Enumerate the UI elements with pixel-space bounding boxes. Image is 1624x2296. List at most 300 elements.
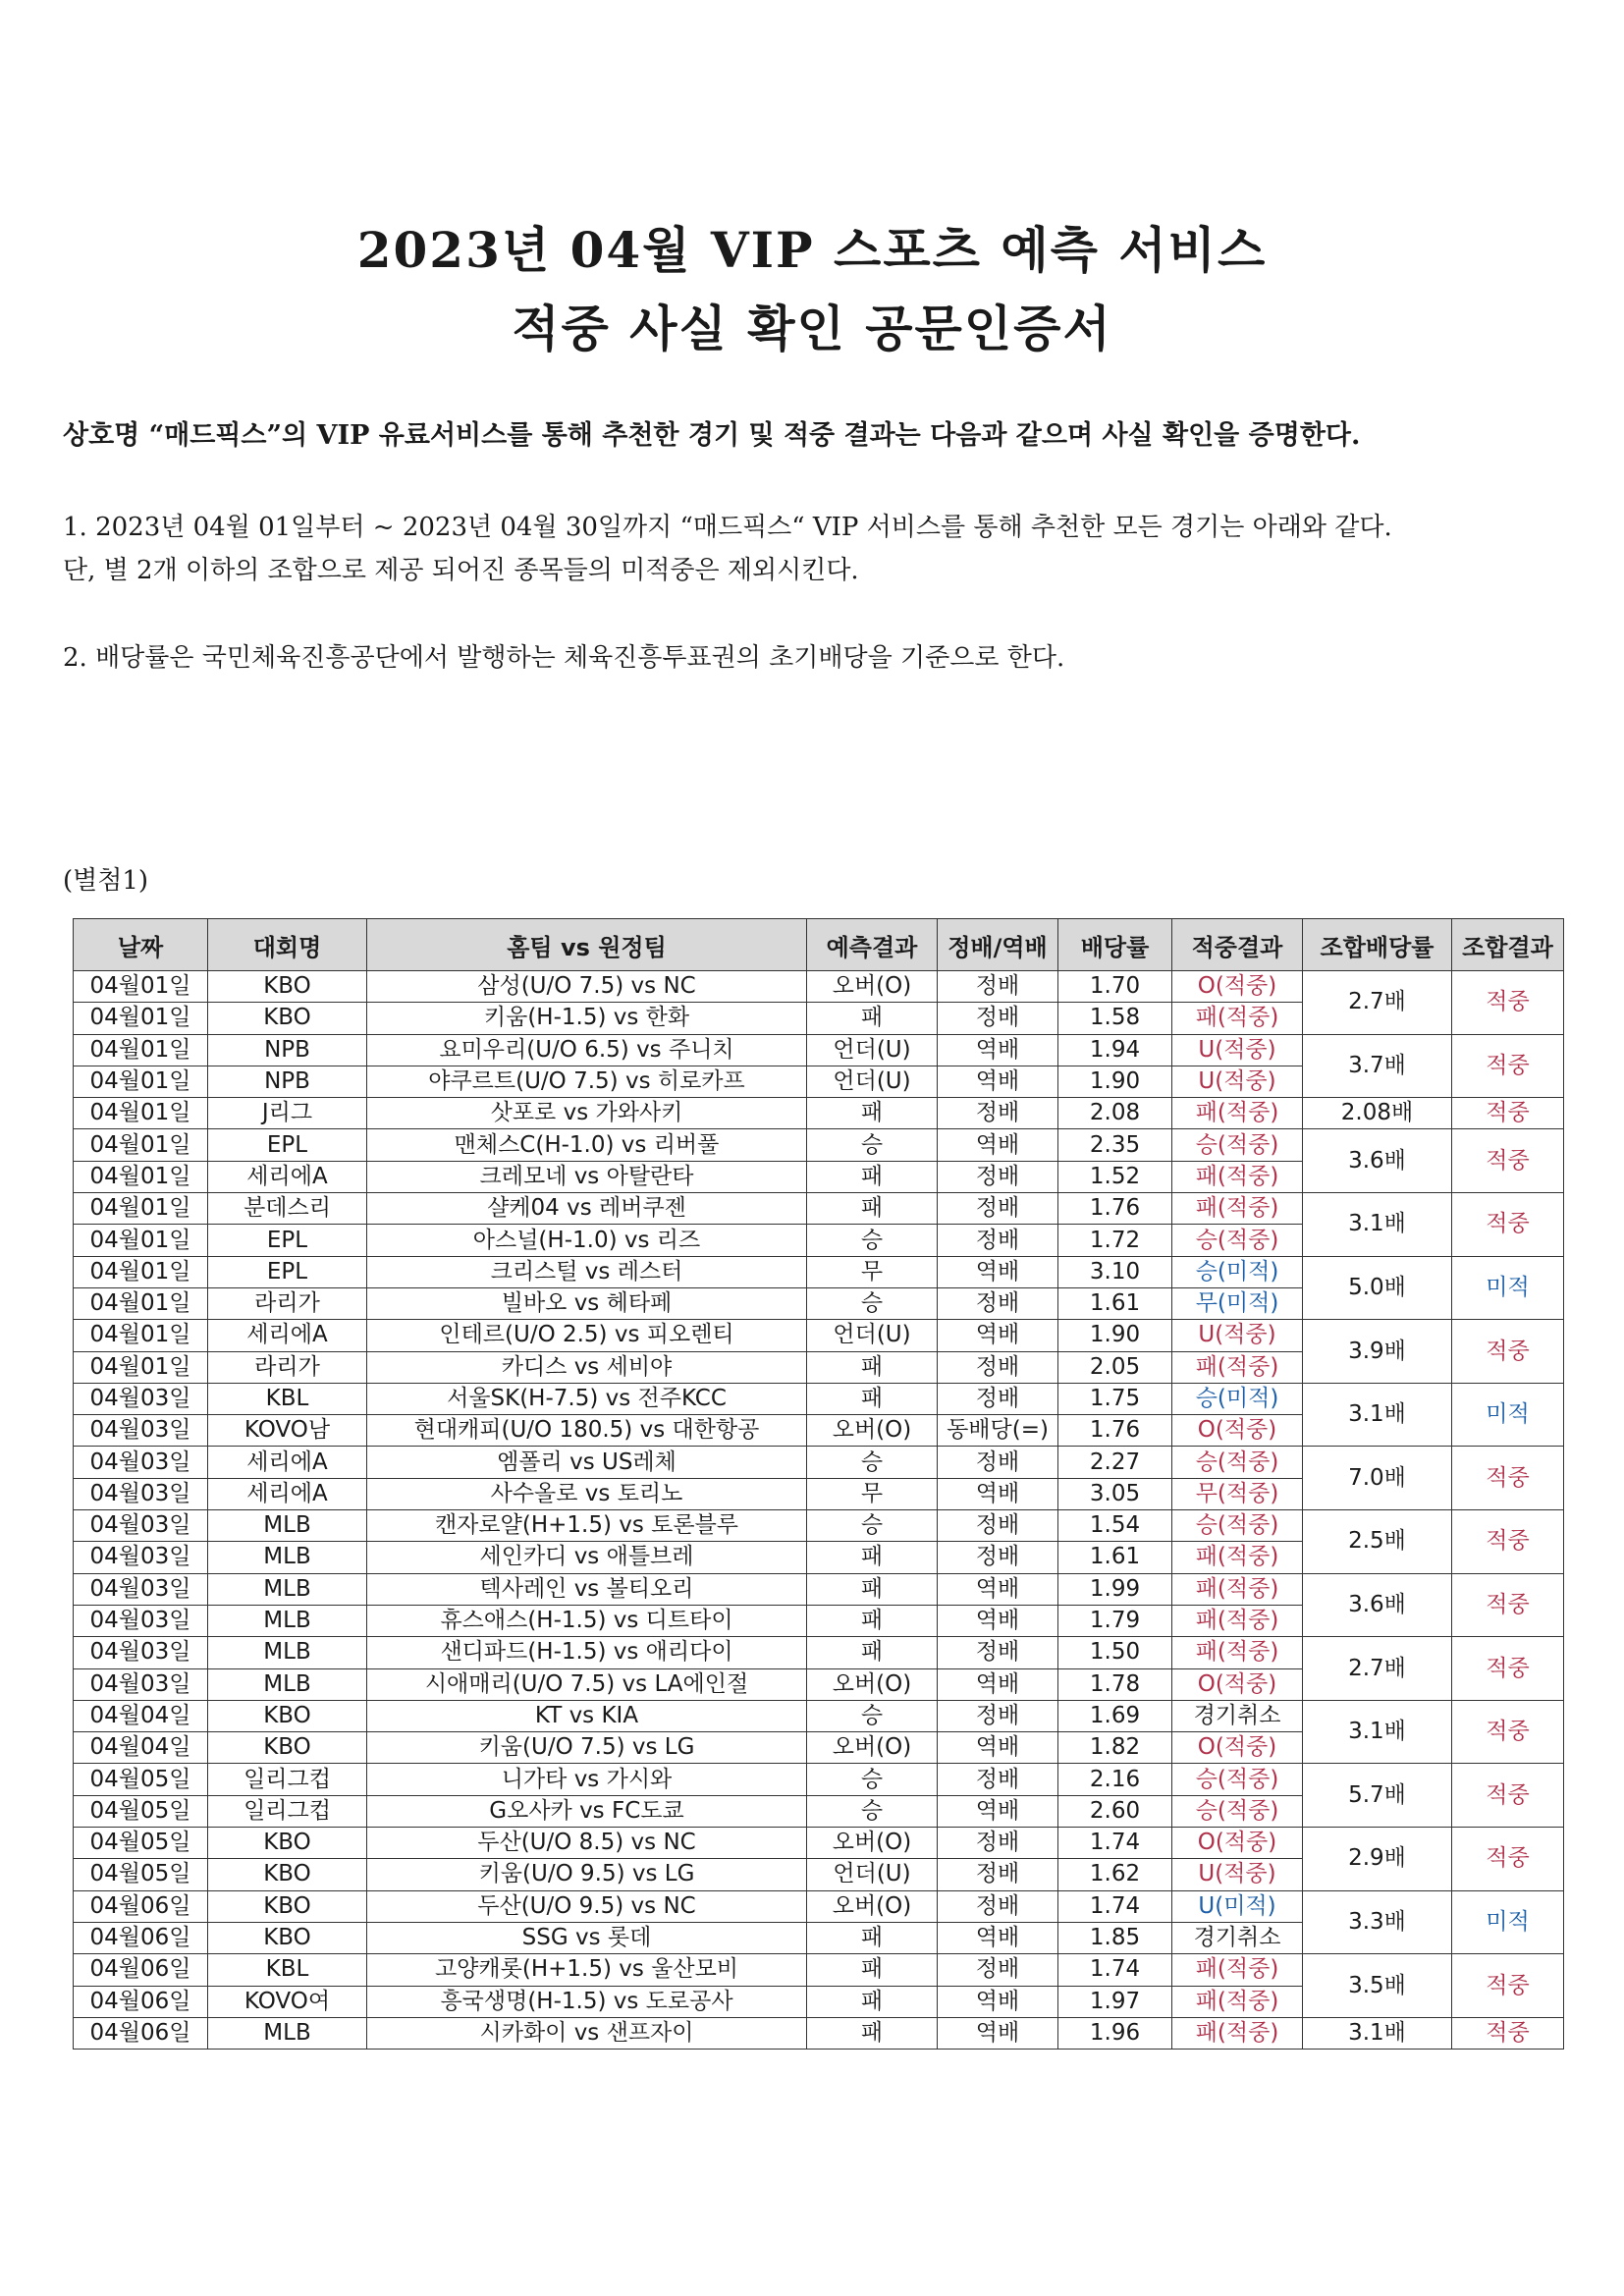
cell-match: 세인카디 vs 애틀브레: [367, 1542, 807, 1573]
cell-combo-odds: 3.3배: [1303, 1890, 1452, 1954]
table-row: [74, 1510, 1564, 1542]
cell-result: U(적중): [1172, 1320, 1303, 1351]
cell-prediction: 패: [807, 1542, 938, 1573]
cell-match: 니가타 vs 가시와: [367, 1764, 807, 1795]
cell-odds: 1.61: [1058, 1287, 1172, 1319]
cell-date: 04월01일: [74, 1066, 208, 1097]
document-subtitle: 적중 사실 확인 공문인증서: [512, 300, 1112, 357]
cell-league: KBO: [208, 1922, 367, 1953]
cell-prediction: 패: [807, 1922, 938, 1953]
cell-match: 시카화이 vs 샌프자이: [367, 2017, 807, 2049]
cell-result: 승(적중): [1172, 1447, 1303, 1478]
cell-odds: 1.90: [1058, 1066, 1172, 1097]
cell-favorite: 정배: [938, 1098, 1058, 1129]
cell-favorite: 역배: [938, 1034, 1058, 1066]
cell-odds: 2.08: [1058, 1098, 1172, 1129]
cell-combo-result: 적중: [1452, 1954, 1564, 2018]
cell-date: 04월04일: [74, 1732, 208, 1764]
cell-favorite: 정배: [938, 1700, 1058, 1731]
cell-match: 삿포로 vs 가와사키: [367, 1098, 807, 1129]
table-row: [74, 1890, 1564, 1922]
cell-prediction: 언더(U): [807, 1859, 938, 1890]
cell-favorite: 정배: [938, 1447, 1058, 1478]
cell-combo-odds: 5.0배: [1303, 1256, 1452, 1320]
cell-combo-odds: 3.1배: [1303, 1193, 1452, 1257]
table-row: [74, 1383, 1564, 1414]
cell-combo-result: 적중: [1452, 1573, 1564, 1637]
cell-league: MLB: [208, 1542, 367, 1573]
cell-result: 승(적중): [1172, 1225, 1303, 1256]
cell-match: 시애매리(U/O 7.5) vs LA에인절: [367, 1668, 807, 1700]
cell-favorite: 역배: [938, 1256, 1058, 1287]
cell-league: KBL: [208, 1383, 367, 1414]
header-prediction: 예측결과: [807, 919, 938, 971]
cell-prediction: 언더(U): [807, 1320, 938, 1351]
cell-odds: 2.35: [1058, 1129, 1172, 1161]
cell-match: 인테르(U/O 2.5) vs 피오렌티: [367, 1320, 807, 1351]
cell-prediction: 승: [807, 1510, 938, 1542]
cell-league: J리그: [208, 1098, 367, 1129]
cell-date: 04월03일: [74, 1447, 208, 1478]
cell-date: 04월01일: [74, 1003, 208, 1034]
cell-match: 샬케04 vs 레버쿠젠: [367, 1193, 807, 1225]
cell-result: 승(미적): [1172, 1383, 1303, 1414]
table-row: [74, 971, 1564, 1003]
cell-result: 무(적중): [1172, 1478, 1303, 1509]
cell-league: 일리그컵: [208, 1764, 367, 1795]
cell-odds: 2.60: [1058, 1795, 1172, 1827]
table-row: [74, 1256, 1564, 1287]
cell-prediction: 패: [807, 1193, 938, 1225]
cell-combo-odds: 2.5배: [1303, 1510, 1452, 1574]
cell-prediction: 무: [807, 1478, 938, 1509]
cell-favorite: 정배: [938, 971, 1058, 1003]
cell-league: 세리에A: [208, 1478, 367, 1509]
cell-league: MLB: [208, 1605, 367, 1636]
cell-favorite: 정배: [938, 1954, 1058, 1986]
cell-result: 무(미적): [1172, 1287, 1303, 1319]
header-favorite: 정배/역배: [938, 919, 1058, 971]
table-row: [74, 1320, 1564, 1351]
cell-favorite: 역배: [938, 1732, 1058, 1764]
cell-match: 아스널(H-1.0) vs 리즈: [367, 1225, 807, 1256]
cell-result: O(적중): [1172, 1415, 1303, 1447]
cell-combo-result: 적중: [1452, 971, 1564, 1035]
table-row: [74, 1828, 1564, 1859]
cell-prediction: 패: [807, 2017, 938, 2049]
cell-result: O(적중): [1172, 1732, 1303, 1764]
cell-combo-odds: 3.1배: [1303, 1700, 1452, 1764]
cell-date: 04월05일: [74, 1764, 208, 1795]
cell-date: 04월03일: [74, 1383, 208, 1414]
cell-date: 04월06일: [74, 1986, 208, 2017]
cell-league: 일리그컵: [208, 1795, 367, 1827]
cell-favorite: 역배: [938, 1478, 1058, 1509]
cell-combo-odds: 3.7배: [1303, 1034, 1452, 1098]
cell-date: 04월05일: [74, 1828, 208, 1859]
cell-prediction: 승: [807, 1129, 938, 1161]
cell-odds: 3.05: [1058, 1478, 1172, 1509]
cell-combo-odds: 3.5배: [1303, 1954, 1452, 2018]
cell-match: 엠폴리 vs US레체: [367, 1447, 807, 1478]
attachment-label: (별첨1): [63, 866, 149, 896]
table-header-row: [74, 919, 1564, 971]
cell-result: U(적중): [1172, 1859, 1303, 1890]
cell-date: 04월01일: [74, 971, 208, 1003]
cell-result: U(적중): [1172, 1034, 1303, 1066]
clause-2: 2. 배당률은 국민체육진흥공단에서 발행하는 체육진흥투표권의 초기배당을 기준으로 한다.: [63, 643, 1065, 673]
cell-league: 라리가: [208, 1351, 367, 1383]
cell-match: 흥국생명(H-1.5) vs 도로공사: [367, 1986, 807, 2017]
table-row: [74, 1764, 1564, 1795]
results-table: [73, 918, 1564, 2050]
header-combo-result: 조합결과: [1452, 919, 1564, 971]
cell-odds: 1.54: [1058, 1510, 1172, 1542]
cell-result: O(적중): [1172, 1828, 1303, 1859]
cell-match: KT vs KIA: [367, 1700, 807, 1731]
cell-odds: 1.58: [1058, 1003, 1172, 1034]
cell-date: 04월01일: [74, 1193, 208, 1225]
cell-league: 라리가: [208, 1287, 367, 1319]
cell-match: 캔자로얄(H+1.5) vs 토론블루: [367, 1510, 807, 1542]
cell-league: KBO: [208, 1859, 367, 1890]
cell-odds: 1.61: [1058, 1542, 1172, 1573]
cell-date: 04월03일: [74, 1510, 208, 1542]
table-row: [74, 1129, 1564, 1161]
cell-odds: 1.99: [1058, 1573, 1172, 1605]
cell-combo-odds: 3.1배: [1303, 2017, 1452, 2049]
header-combo-odds: 조합배당률: [1303, 919, 1452, 971]
cell-result: 패(적중): [1172, 1986, 1303, 2017]
cell-league: KBO: [208, 1890, 367, 1922]
cell-league: 분데스리: [208, 1193, 367, 1225]
cell-result: U(미적): [1172, 1890, 1303, 1922]
cell-date: 04월03일: [74, 1573, 208, 1605]
cell-prediction: 무: [807, 1256, 938, 1287]
cell-result: 승(적중): [1172, 1795, 1303, 1827]
cell-favorite: 역배: [938, 1573, 1058, 1605]
cell-favorite: 역배: [938, 1605, 1058, 1636]
cell-favorite: 정배: [938, 1351, 1058, 1383]
cell-match: 두산(U/O 8.5) vs NC: [367, 1828, 807, 1859]
cell-favorite: 정배: [938, 1542, 1058, 1573]
cell-odds: 2.27: [1058, 1447, 1172, 1478]
cell-match: 크레모네 vs 아탈란타: [367, 1161, 807, 1192]
cell-combo-result: 적중: [1452, 2017, 1564, 2049]
cell-result: 패(적중): [1172, 1003, 1303, 1034]
cell-league: MLB: [208, 1637, 367, 1668]
cell-match: SSG vs 롯데: [367, 1922, 807, 1953]
cell-odds: 1.76: [1058, 1415, 1172, 1447]
cell-date: 04월01일: [74, 1256, 208, 1287]
cell-date: 04월05일: [74, 1795, 208, 1827]
cell-prediction: 승: [807, 1764, 938, 1795]
cell-date: 04월03일: [74, 1542, 208, 1573]
cell-league: EPL: [208, 1256, 367, 1287]
cell-favorite: 역배: [938, 1986, 1058, 2017]
cell-league: KOVO남: [208, 1415, 367, 1447]
clause-1: [63, 506, 1565, 592]
cell-favorite: 역배: [938, 1320, 1058, 1351]
cell-odds: 2.05: [1058, 1351, 1172, 1383]
cell-prediction: 승: [807, 1287, 938, 1319]
cell-match: G오사카 vs FC도쿄: [367, 1795, 807, 1827]
cell-odds: 1.90: [1058, 1320, 1172, 1351]
cell-combo-result: 적중: [1452, 1510, 1564, 1574]
cell-date: 04월03일: [74, 1668, 208, 1700]
cell-result: 패(적중): [1172, 1351, 1303, 1383]
cell-odds: 1.74: [1058, 1954, 1172, 1986]
table-row: [74, 1637, 1564, 1668]
cell-combo-result: 적중: [1452, 1447, 1564, 1510]
cell-result: O(적중): [1172, 1668, 1303, 1700]
cell-league: MLB: [208, 1573, 367, 1605]
document-title: 2023년 04월 VIP 스포츠 예측 서비스: [356, 221, 1268, 279]
cell-date: 04월03일: [74, 1637, 208, 1668]
cell-match: 야쿠르트(U/O 7.5) vs 히로카프: [367, 1066, 807, 1097]
cell-match: 샌디파드(H-1.5) vs 애리다이: [367, 1637, 807, 1668]
cell-odds: 1.74: [1058, 1890, 1172, 1922]
cell-match: 고양캐롯(H+1.5) vs 울산모비: [367, 1954, 807, 1986]
table-row: [74, 1098, 1564, 1129]
cell-date: 04월03일: [74, 1478, 208, 1509]
cell-league: MLB: [208, 2017, 367, 2049]
cell-date: 04월06일: [74, 1922, 208, 1953]
cell-match: 현대캐피(U/O 180.5) vs 대한항공: [367, 1415, 807, 1447]
cell-favorite: 역배: [938, 1922, 1058, 1953]
cell-favorite: 정배: [938, 1003, 1058, 1034]
cell-favorite: 정배: [938, 1637, 1058, 1668]
cell-date: 04월03일: [74, 1605, 208, 1636]
cell-favorite: 정배: [938, 1383, 1058, 1414]
table-row: [74, 1954, 1564, 1986]
cell-favorite: 정배: [938, 1859, 1058, 1890]
cell-odds: 1.96: [1058, 2017, 1172, 2049]
cell-result: 패(적중): [1172, 1954, 1303, 1986]
cell-combo-result: 적중: [1452, 1828, 1564, 1891]
cell-league: MLB: [208, 1668, 367, 1700]
cell-favorite: 역배: [938, 1795, 1058, 1827]
header-match: 홈팀 vs 원정팀: [367, 919, 807, 971]
cell-date: 04월01일: [74, 1225, 208, 1256]
cell-league: 세리에A: [208, 1447, 367, 1478]
clause-1-line-1: 1. 2023년 04월 01일부터 ~ 2023년 04월 30일까지 “매드픽스“ VIP 서비스를 통해 추천한 모든 경기는 아래와 같다.: [63, 513, 1392, 542]
header-date: 날짜: [74, 919, 208, 971]
cell-result: 패(적중): [1172, 1098, 1303, 1129]
cell-combo-result: 적중: [1452, 1098, 1564, 1129]
cell-combo-odds: 3.6배: [1303, 1129, 1452, 1193]
cell-match: 휴스애스(H-1.5) vs 디트타이: [367, 1605, 807, 1636]
cell-date: 04월01일: [74, 1098, 208, 1129]
cell-combo-result: 적중: [1452, 1320, 1564, 1384]
cell-odds: 1.85: [1058, 1922, 1172, 1953]
cell-league: NPB: [208, 1034, 367, 1066]
cell-result: 패(적중): [1172, 1193, 1303, 1225]
cell-prediction: 패: [807, 1954, 938, 1986]
cell-prediction: 언더(U): [807, 1066, 938, 1097]
cell-league: KBO: [208, 1828, 367, 1859]
cell-prediction: 패: [807, 1161, 938, 1192]
cell-result: 승(미적): [1172, 1256, 1303, 1287]
cell-favorite: 정배: [938, 1287, 1058, 1319]
cell-combo-result: 적중: [1452, 1700, 1564, 1764]
cell-match: 맨체스C(H-1.0) vs 리버풀: [367, 1129, 807, 1161]
cell-prediction: 패: [807, 1351, 938, 1383]
table-row: [74, 1447, 1564, 1478]
cell-match: 텍사레인 vs 볼티오리: [367, 1573, 807, 1605]
cell-date: 04월05일: [74, 1859, 208, 1890]
cell-league: 세리에A: [208, 1320, 367, 1351]
cell-match: 서울SK(H-7.5) vs 전주KCC: [367, 1383, 807, 1414]
cell-match: 키움(H-1.5) vs 한화: [367, 1003, 807, 1034]
cell-odds: 1.69: [1058, 1700, 1172, 1731]
cell-combo-odds: 7.0배: [1303, 1447, 1452, 1510]
cell-odds: 1.52: [1058, 1161, 1172, 1192]
cell-match: 빌바오 vs 헤타페: [367, 1287, 807, 1319]
cell-date: 04월01일: [74, 1320, 208, 1351]
header-result: 적중결과: [1172, 919, 1303, 971]
cell-match: 사수올로 vs 토리노: [367, 1478, 807, 1509]
cell-odds: 1.97: [1058, 1986, 1172, 2017]
table-row: [74, 2017, 1564, 2049]
cell-result: 패(적중): [1172, 1161, 1303, 1192]
cell-combo-odds: 3.9배: [1303, 1320, 1452, 1384]
cell-favorite: 정배: [938, 1161, 1058, 1192]
cell-odds: 2.16: [1058, 1764, 1172, 1795]
cell-league: KBO: [208, 1700, 367, 1731]
cell-combo-result: 미적: [1452, 1256, 1564, 1320]
cell-favorite: 정배: [938, 1225, 1058, 1256]
cell-combo-odds: 3.6배: [1303, 1573, 1452, 1637]
cell-combo-result: 적중: [1452, 1193, 1564, 1257]
cell-date: 04월03일: [74, 1415, 208, 1447]
cell-odds: 1.82: [1058, 1732, 1172, 1764]
cell-prediction: 패: [807, 1573, 938, 1605]
cell-prediction: 오버(O): [807, 971, 938, 1003]
cell-prediction: 승: [807, 1700, 938, 1731]
cell-league: EPL: [208, 1225, 367, 1256]
cell-odds: 1.62: [1058, 1859, 1172, 1890]
cell-odds: 1.94: [1058, 1034, 1172, 1066]
cell-league: KBO: [208, 1732, 367, 1764]
cell-odds: 1.70: [1058, 971, 1172, 1003]
cell-combo-result: 적중: [1452, 1637, 1564, 1701]
cell-favorite: 정배: [938, 1890, 1058, 1922]
cell-match: 크리스털 vs 레스터: [367, 1256, 807, 1287]
table-row: [74, 1034, 1564, 1066]
cell-prediction: 패: [807, 1986, 938, 2017]
cell-prediction: 승: [807, 1225, 938, 1256]
cell-match: 요미우리(U/O 6.5) vs 주니치: [367, 1034, 807, 1066]
cell-combo-result: 미적: [1452, 1383, 1564, 1447]
cell-result: 패(적중): [1172, 1573, 1303, 1605]
cell-odds: 1.50: [1058, 1637, 1172, 1668]
cell-result: 승(적중): [1172, 1129, 1303, 1161]
cell-combo-odds: 2.9배: [1303, 1828, 1452, 1891]
cell-result: 패(적중): [1172, 1542, 1303, 1573]
cell-favorite: 정배: [938, 1764, 1058, 1795]
cell-date: 04월01일: [74, 1129, 208, 1161]
cell-prediction: 패: [807, 1383, 938, 1414]
cell-result: 승(적중): [1172, 1510, 1303, 1542]
cell-combo-result: 미적: [1452, 1890, 1564, 1954]
cell-league: NPB: [208, 1066, 367, 1097]
table-row: [74, 1700, 1564, 1731]
cell-date: 04월01일: [74, 1351, 208, 1383]
cell-combo-result: 적중: [1452, 1034, 1564, 1098]
cell-result: U(적중): [1172, 1066, 1303, 1097]
table-row: [74, 1573, 1564, 1605]
cell-result: 경기취소: [1172, 1922, 1303, 1953]
cell-match: 두산(U/O 9.5) vs NC: [367, 1890, 807, 1922]
cell-prediction: 패: [807, 1003, 938, 1034]
clause-1-line-2: 단, 별 2개 이하의 조합으로 제공 되어진 종목들의 미적중은 제외시킨다.: [63, 556, 859, 585]
cell-odds: 1.78: [1058, 1668, 1172, 1700]
cell-prediction: 오버(O): [807, 1828, 938, 1859]
cell-combo-result: 적중: [1452, 1129, 1564, 1193]
cell-combo-odds: 2.7배: [1303, 1637, 1452, 1701]
cell-result: 패(적중): [1172, 1637, 1303, 1668]
cell-match: 카디스 vs 세비야: [367, 1351, 807, 1383]
cell-prediction: 오버(O): [807, 1415, 938, 1447]
cell-date: 04월06일: [74, 2017, 208, 2049]
cell-date: 04월06일: [74, 1890, 208, 1922]
cell-favorite: 정배: [938, 1510, 1058, 1542]
cell-odds: 1.74: [1058, 1828, 1172, 1859]
cell-result: O(적중): [1172, 971, 1303, 1003]
cell-odds: 1.76: [1058, 1193, 1172, 1225]
cell-prediction: 승: [807, 1447, 938, 1478]
cell-combo-odds: 2.08배: [1303, 1098, 1452, 1129]
cell-league: MLB: [208, 1510, 367, 1542]
cell-prediction: 오버(O): [807, 1890, 938, 1922]
cell-result: 패(적중): [1172, 1605, 1303, 1636]
cell-combo-odds: 5.7배: [1303, 1764, 1452, 1828]
cell-league: KBO: [208, 1003, 367, 1034]
cell-prediction: 패: [807, 1637, 938, 1668]
cell-league: EPL: [208, 1129, 367, 1161]
header-league: 대회명: [208, 919, 367, 971]
cell-date: 04월06일: [74, 1954, 208, 1986]
cell-league: KBL: [208, 1954, 367, 1986]
cell-date: 04월01일: [74, 1034, 208, 1066]
cell-match: 키움(U/O 7.5) vs LG: [367, 1732, 807, 1764]
cell-favorite: 정배: [938, 1828, 1058, 1859]
cell-date: 04월01일: [74, 1161, 208, 1192]
cell-favorite: 역배: [938, 1668, 1058, 1700]
cell-result: 패(적중): [1172, 2017, 1303, 2049]
cell-date: 04월01일: [74, 1287, 208, 1319]
cell-odds: 1.72: [1058, 1225, 1172, 1256]
cell-combo-odds: 3.1배: [1303, 1383, 1452, 1447]
cell-league: KBO: [208, 971, 367, 1003]
cell-league: KOVO여: [208, 1986, 367, 2017]
cell-combo-result: 적중: [1452, 1764, 1564, 1828]
cell-prediction: 오버(O): [807, 1668, 938, 1700]
table-body: [74, 971, 1564, 2050]
table-row: [74, 1193, 1564, 1225]
header-odds: 배당률: [1058, 919, 1172, 971]
cell-match: 키움(U/O 9.5) vs LG: [367, 1859, 807, 1890]
cell-prediction: 오버(O): [807, 1732, 938, 1764]
cell-prediction: 패: [807, 1098, 938, 1129]
cell-prediction: 언더(U): [807, 1034, 938, 1066]
cell-odds: 1.79: [1058, 1605, 1172, 1636]
cell-league: 세리에A: [208, 1161, 367, 1192]
cell-favorite: 역배: [938, 1066, 1058, 1097]
cell-result: 승(적중): [1172, 1764, 1303, 1795]
cell-prediction: 승: [807, 1795, 938, 1827]
